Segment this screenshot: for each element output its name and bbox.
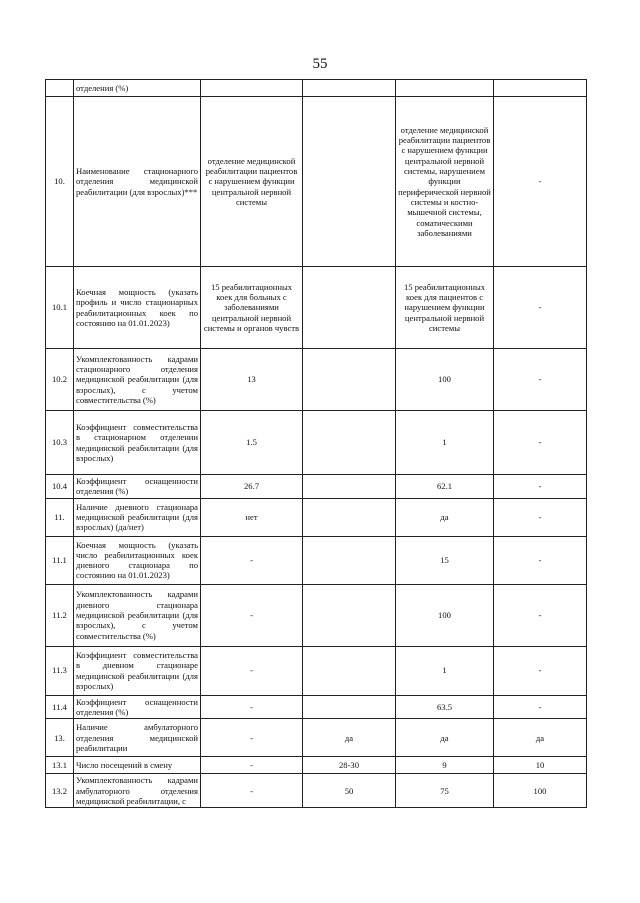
value-cell-col2: 28-30 <box>303 757 396 774</box>
row-number-cell: 11.1 <box>46 536 74 584</box>
value-cell-col4: - <box>494 97 587 267</box>
value-cell-col4: - <box>494 498 587 536</box>
indicator-name-cell: Коэффициент совместительства в дневном стационаре медицинской реабилитации (для взрослых) <box>74 646 201 695</box>
value-cell-col3: 75 <box>396 774 494 808</box>
indicator-name-cell: Коэффициент совместительства в стационарном отделении медицинской реабилитации (для взрослых) <box>74 411 201 475</box>
row-number-cell: 13.1 <box>46 757 74 774</box>
value-cell-col4: 100 <box>494 774 587 808</box>
indicator-name-cell: Коечная мощность (указать профиль и число стационарных реабилитационных коек по состоянию на 01.01.2023) <box>74 267 201 349</box>
value-cell-col3: 15 реабилитационных коек для пациентов с нарушением функции центральной нервной системы <box>396 267 494 349</box>
value-cell-col1: 26.7 <box>201 475 303 499</box>
table-row <box>46 475 587 499</box>
row-number-cell: 11.3 <box>46 646 74 695</box>
row-number-cell: 11. <box>46 498 74 536</box>
indicator-name-cell: Коэффициент оснащенности отделения (%) <box>74 475 201 499</box>
value-cell-col4: - <box>494 584 587 646</box>
table-row <box>46 646 587 695</box>
value-cell-col1: отделение медицинской реабилитации пациентов с нарушением функции центральной нервной системы <box>201 97 303 267</box>
value-cell-col1: 15 реабилитационных коек для больных с заболеваниями центральной нервной системы и органов чувств <box>201 267 303 349</box>
table-row <box>46 719 587 757</box>
value-cell-col2 <box>303 97 396 267</box>
indicator-name-cell: Укомплектованность кадрами амбулаторного отделения медицинской реабилитации, с <box>74 774 201 808</box>
table-row <box>46 97 587 267</box>
value-cell-col3: да <box>396 719 494 757</box>
row-number-cell: 13.2 <box>46 774 74 808</box>
value-cell-col1: - <box>201 536 303 584</box>
value-cell-col1: - <box>201 695 303 719</box>
row-number-cell: 11.2 <box>46 584 74 646</box>
value-cell-col2 <box>303 646 396 695</box>
value-cell-col1: нет <box>201 498 303 536</box>
table-row <box>46 757 587 774</box>
row-number-cell: 10.4 <box>46 475 74 499</box>
row-number-cell: 10.3 <box>46 411 74 475</box>
table-row <box>46 584 587 646</box>
value-cell-col4: 10 <box>494 757 587 774</box>
value-cell-col2: да <box>303 719 396 757</box>
table-row <box>46 80 587 97</box>
value-cell-col3: отделение медицинской реабилитации пациентов с нарушением функции центральной нервной системы, нарушением функции периферической нервной системы и костно-мышечной системы, соматическими заболеваниями <box>396 97 494 267</box>
value-cell-col4: - <box>494 695 587 719</box>
value-cell-col1: - <box>201 757 303 774</box>
indicator-name-cell: Укомплектованность кадрами дневного стационара медицинской реабилитации (для взрослых), с учетом совместительства (%) <box>74 584 201 646</box>
value-cell-col1: - <box>201 646 303 695</box>
page-number: 55 <box>312 56 328 72</box>
indicator-name-cell: Наличие дневного стационара медицинской реабилитации (для взрослых) (да/нет) <box>74 498 201 536</box>
value-cell-col4: - <box>494 646 587 695</box>
value-cell-col1: - <box>201 719 303 757</box>
value-cell-col2 <box>303 584 396 646</box>
row-number-cell: 13. <box>46 719 74 757</box>
row-number-cell: 10.2 <box>46 349 74 411</box>
value-cell-col4: - <box>494 475 587 499</box>
value-cell-col3: 62.1 <box>396 475 494 499</box>
value-cell-col3: 1 <box>396 411 494 475</box>
indicator-name-cell: отделения (%) <box>74 80 201 97</box>
value-cell-col2 <box>303 80 396 97</box>
value-cell-col2 <box>303 536 396 584</box>
value-cell-col3: да <box>396 498 494 536</box>
value-cell-col3 <box>396 80 494 97</box>
indicator-name-cell: Укомплектованность кадрами стационарного отделения медицинской реабилитации (для взрослых), с учетом совместительства (%) <box>74 349 201 411</box>
value-cell-col4: - <box>494 349 587 411</box>
indicator-name-cell: Число посещений в смену <box>74 757 201 774</box>
value-cell-col3: 9 <box>396 757 494 774</box>
table-row <box>46 349 587 411</box>
value-cell-col3: 100 <box>396 349 494 411</box>
table-row <box>46 411 587 475</box>
value-cell-col2 <box>303 267 396 349</box>
table-row <box>46 774 587 808</box>
value-cell-col2 <box>303 695 396 719</box>
table-row <box>46 536 587 584</box>
value-cell-col4: - <box>494 267 587 349</box>
value-cell-col3: 1 <box>396 646 494 695</box>
value-cell-col3: 15 <box>396 536 494 584</box>
rehab-data-table <box>45 79 587 808</box>
indicator-name-cell: Коечная мощность (указать число реабилитационных коек дневного стационара по состоянию на 01.01.2023) <box>74 536 201 584</box>
row-number-cell: 10.1 <box>46 267 74 349</box>
value-cell-col4 <box>494 80 587 97</box>
value-cell-col1: 13 <box>201 349 303 411</box>
value-cell-col2 <box>303 498 396 536</box>
value-cell-col4: - <box>494 536 587 584</box>
row-number-cell: 11.4 <box>46 695 74 719</box>
value-cell-col3: 63.5 <box>396 695 494 719</box>
value-cell-col4: да <box>494 719 587 757</box>
value-cell-col3: 100 <box>396 584 494 646</box>
value-cell-col2: 50 <box>303 774 396 808</box>
value-cell-col1: 1.5 <box>201 411 303 475</box>
table-row <box>46 267 587 349</box>
table-row <box>46 498 587 536</box>
value-cell-col4: - <box>494 411 587 475</box>
value-cell-col1 <box>201 80 303 97</box>
indicator-name-cell: Наличие амбулаторного отделения медицинской реабилитации <box>74 719 201 757</box>
row-number-cell <box>46 80 74 97</box>
table-row <box>46 695 587 719</box>
value-cell-col1: - <box>201 774 303 808</box>
value-cell-col1: - <box>201 584 303 646</box>
value-cell-col2 <box>303 411 396 475</box>
value-cell-col2 <box>303 349 396 411</box>
indicator-name-cell: Наименование стационарного отделения медицинской реабилитации (для взрослых)*** <box>74 97 201 267</box>
value-cell-col2 <box>303 475 396 499</box>
indicator-name-cell: Коэффициент оснащенности отделения (%) <box>74 695 201 719</box>
row-number-cell: 10. <box>46 97 74 267</box>
